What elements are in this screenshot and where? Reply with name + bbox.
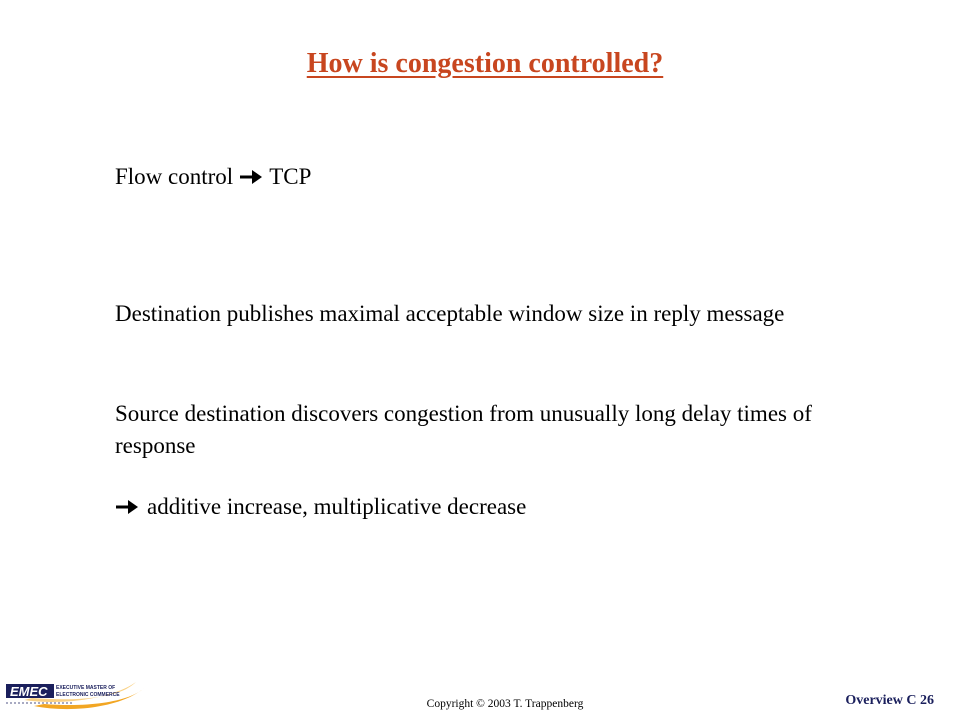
right-arrow-icon <box>115 498 139 516</box>
flow-control-line <box>115 164 311 190</box>
flow-control-label: Flow control <box>115 164 234 189</box>
svg-text:EMEC: EMEC <box>10 684 48 699</box>
conclusion-text: additive increase, multiplicative decrease <box>147 494 527 519</box>
slide-number-label: Overview C 26 <box>845 693 934 708</box>
conclusion-line <box>115 491 855 523</box>
paragraph-window-size: Destination publishes maximal acceptable window size in reply message <box>115 301 785 326</box>
svg-text:ELECTRONIC COMMERCE: ELECTRONIC COMMERCE <box>56 692 120 698</box>
paragraph-congestion-detection: Source destination discovers congestion from unusually long delay times of response <box>115 401 812 458</box>
flow-control-target: TCP <box>269 164 312 189</box>
page-title: How is congestion controlled? <box>306 48 664 79</box>
svg-text:EXECUTIVE MASTER OF: EXECUTIVE MASTER OF <box>56 685 116 691</box>
right-arrow-icon <box>239 168 263 186</box>
copyright-text: Copyright © 2003 T. Trappenberg <box>426 698 584 710</box>
